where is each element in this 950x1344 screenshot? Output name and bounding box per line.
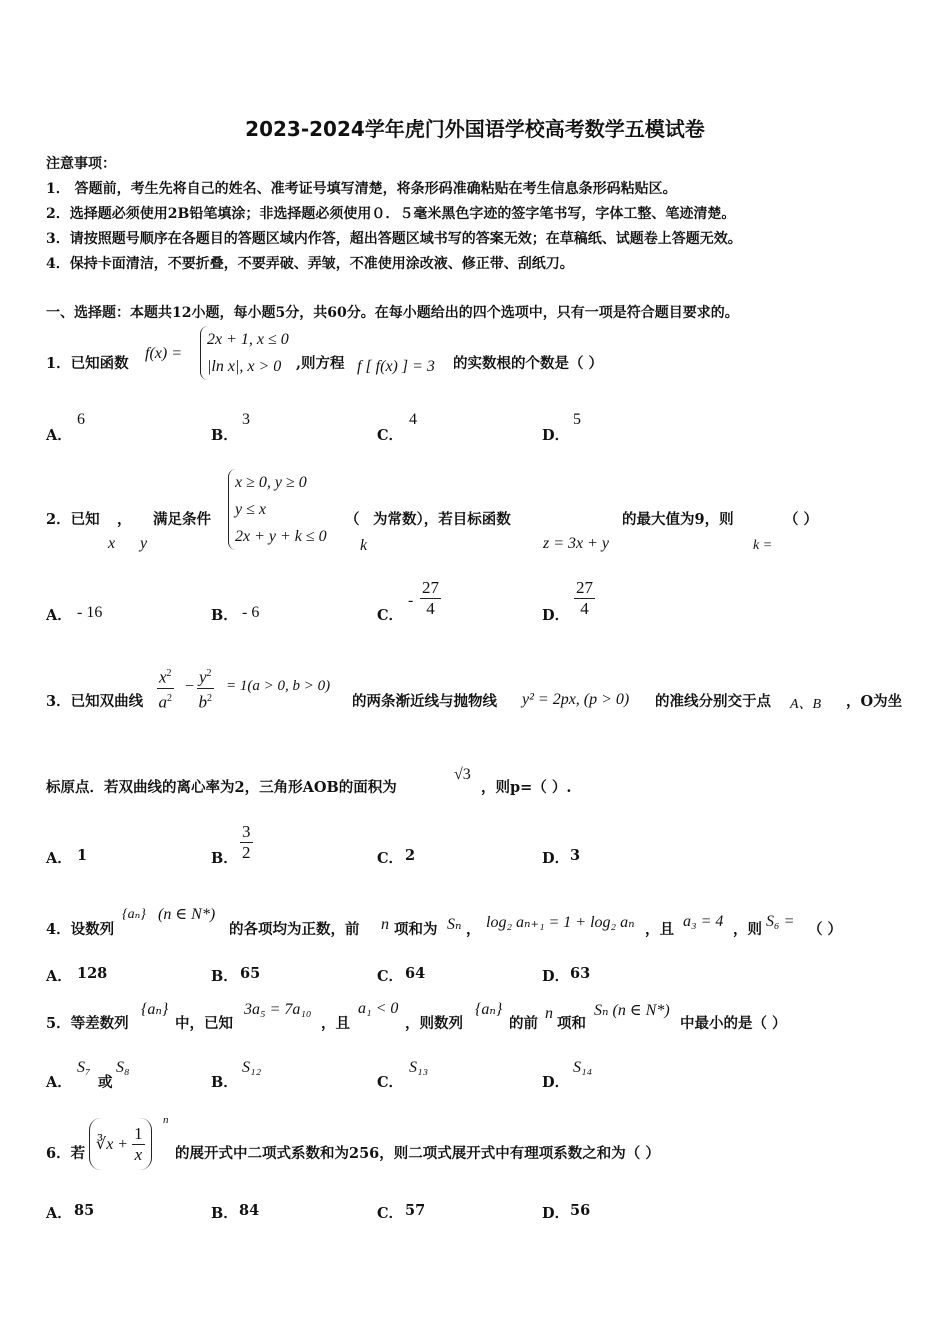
q5-option-a-label: A． [46,1074,72,1091]
section-heading: 一、选择题：本题共12小题，每小题5分，共60分。在每小题给出的四个选项中，只有一项是符合题目要求的。 [46,305,739,321]
q1-option-a-label: A． [46,427,72,444]
q4-option-d: 63 [570,965,591,982]
q3-points: A、B [790,697,822,712]
q5-condition: 3a₅ = 7a₁₀ [244,1001,312,1018]
q2-row-2: y ≤ x [235,501,266,518]
q4-mid4: ，则 [733,921,762,938]
q6-option-d-label: D． [542,1205,570,1222]
q2-option-a: - 16 [77,604,103,621]
q2-option-c-label: C． [377,607,404,624]
q1-option-b: 3 [242,411,250,428]
q1-stem: 1．已知函数 [46,355,129,372]
q6-power: n [163,1114,169,1126]
q6-binomial [89,1118,152,1170]
q3-line2-tail: ，则p=（ ）. [481,779,572,796]
q2-var-x: x [108,535,116,552]
q1-piecewise [200,326,289,380]
q4-option-b: 65 [240,965,261,982]
q3-option-b-num: 3 [242,822,251,841]
q3-option-b-den: 2 [242,843,251,862]
q6-root: ∛x + [96,1136,129,1153]
q5-mid5: 项和 [557,1015,586,1032]
q1-option-d-label: D． [542,427,570,444]
q5-sn: Sₙ (n ∈ N*) [594,1002,670,1019]
q1-option-d: 5 [573,411,581,428]
q1-fx: f(x) = [145,345,182,362]
page-title: 2023-2024学年虎门外国语学校高考数学五模试卷 [245,117,705,141]
q2-option-d-label: D． [542,607,570,624]
q4-mid3: ，且 [645,921,674,938]
q1-option-c: 4 [409,411,417,428]
q2-var-y: y [140,535,148,552]
q3-b: b [198,692,208,712]
q2-mid: 为常数），若目标函数 [373,511,511,528]
q4-option-c: 64 [405,965,426,982]
q1-tail: 的实数根的个数是（ ） [453,355,604,372]
q1-option-c-label: C． [377,427,404,444]
q2-option-d-den: 4 [580,599,589,618]
q4-option-c-label: C． [377,968,404,985]
q6-option-b-label: B． [211,1205,238,1222]
q3-eq: = 1(a > 0, b > 0) [226,678,331,694]
q2-option-d-num: 27 [576,578,593,597]
q4-sequence: {aₙ} [122,907,146,922]
q3-x: x [159,667,167,687]
q2-objective: z = 3x + y [543,535,610,552]
q1-equation: f [ f(x) ] = 3 [357,358,435,375]
q6-option-d: 56 [570,1202,591,1219]
q3-option-b-label: B． [211,850,238,867]
q5-n: n [545,1005,553,1022]
q2-constraints [228,469,327,550]
q2-option-b: - 6 [242,604,260,621]
q2-option-c [420,578,441,619]
q1-option-b-label: B． [211,427,238,444]
q4-mid: 的各项均为正数，前 [229,921,360,938]
q2-option-c-sign: - [408,592,414,609]
q5-option-c-label: C． [377,1074,404,1091]
q5-a1: a₁ < 0 [358,1000,399,1017]
q2-paren: （ [345,511,360,528]
q3-option-d-label: D． [542,850,570,867]
q3-minus: − [185,678,195,695]
notice-item-4: 4．保持卡面清洁，不要折叠，不要弄破、弄皱，不准使用涂改液、修正带、刮纸刀。 [46,256,574,272]
q2-option-c-num: 27 [422,578,439,597]
q3-parabola: y² = 2px, (p > 0) [522,691,630,708]
q3-sqrt3: √3 [454,766,471,783]
q3-option-a-label: A． [46,850,72,867]
q4-sn: Sₙ [447,916,462,933]
q5-option-b-label: B． [211,1074,238,1091]
q5-sequence-2: {aₙ} [475,1001,503,1018]
q3-a: a [158,692,168,712]
q2-option-a-label: A． [46,607,72,624]
q2-option-b-label: B． [211,607,238,624]
q2-blank: （ ） [784,511,819,528]
q3-option-c-label: C． [377,850,404,867]
notice-item-2: 2．选择题必须使用2B铅笔填涂；非选择题必须使用０．５毫米黑色字迹的签字笔书写，字体工整、笔迹清楚。 [46,206,736,222]
q2-tail: 的最大值为9，则 [622,511,734,528]
q3-option-d: 3 [570,847,581,864]
q6-frac-num: 1 [134,1123,143,1143]
q3-option-c: 2 [405,847,416,864]
q4-n: n [381,916,389,933]
q4-mid2: 项和为 [394,921,438,938]
q3-option-a: 1 [77,847,88,864]
q5-option-d: S₁₄ [573,1059,593,1076]
q5-option-d-label: D． [542,1074,570,1091]
q1-case-1: 2x + 1, x ≤ 0 [207,331,289,348]
q2-k-equals: k = [753,538,773,553]
q4-log-relation: log₂ aₙ₊₁ = 1 + log₂ aₙ [486,914,635,931]
q2-stem: 2．已知 [46,511,100,528]
q3-mid2: 的准线分别交于点 [655,693,771,710]
q4-option-a-label: A． [46,968,72,985]
q6-stem: 6．若 [46,1145,86,1162]
q5-mid4: 的前 [509,1015,538,1032]
q6-option-c: 57 [405,1202,426,1219]
notice-heading: 注意事项： [46,156,116,172]
q2-cond: 满足条件 [153,511,211,528]
notice-item-1: 1． 答题前，考生先将自己的姓名、准考证号填写清楚，将条形码准确粘贴在考生信息条形码粘贴区。 [46,181,677,197]
q5-mid3: ，则数列 [405,1015,463,1032]
q4-comma: ， [466,921,481,938]
q5-option-a-2: S₈ [116,1059,130,1076]
q4-tail: （ ） [808,921,843,938]
q5-mid2: ，且 [321,1015,350,1032]
q4-a3: a₃ = 4 [683,913,724,930]
q2-row-3: 2x + y + k ≤ 0 [235,528,327,545]
q4-option-d-label: D． [542,968,570,985]
q6-option-c-label: C． [377,1205,404,1222]
q4-domain: (n ∈ N*) [158,906,216,923]
q4-s6: S₆ = [766,913,795,930]
q3-y: y [199,667,207,687]
notice-item-3: 3．请按照题号顺序在各题目的答题区域内作答，超出答题区域书写的答案无效；在草稿纸、试题卷上答题无效。 [46,231,742,247]
q6-frac-den: x [134,1144,143,1164]
q4-option-a: 128 [77,965,108,982]
q6-option-a-label: A． [46,1205,72,1222]
q6-option-a: 85 [74,1202,95,1219]
q5-option-b: S₁₂ [242,1059,262,1076]
q2-option-c-den: 4 [426,599,435,618]
q3-mid: 的两条渐近线与抛物线 [352,693,497,710]
q2-row-1: x ≥ 0, y ≥ 0 [235,474,307,491]
q3-option-b [240,822,253,863]
q3-tail: ，O为坐 [846,693,903,710]
q4-stem: 4．设数列 [46,921,115,938]
q5-tail: 中最小的是（ ） [680,1015,787,1032]
q2-comma: ， [117,511,132,528]
q5-option-a: S₇ [77,1059,91,1076]
q3-stem: 3．已知双曲线 [46,693,144,710]
q3-frac-x: $\frac{x^2}{a^2}$ [157,664,174,712]
q2-option-d [574,578,595,619]
q5-option-a-or: 或 [98,1074,113,1091]
q1-option-a: 6 [77,411,85,428]
q5-mid: 中，已知 [175,1015,233,1032]
q6-option-b: 84 [239,1202,260,1219]
q5-sequence: {aₙ} [141,1001,169,1018]
q1-mid: ,则方程 [296,355,345,372]
q4-option-b-label: B． [211,968,238,985]
q5-option-c: S₁₃ [409,1059,429,1076]
q2-k: k [360,537,368,554]
q5-stem: 5．等差数列 [46,1015,129,1032]
q3-frac-y: $\frac{y^2}{b^2}$ [197,664,214,712]
q3-line2: 标原点．若双曲线的离心率为2，三角形AOB的面积为 [46,779,397,796]
q6-tail: 的展开式中二项式系数和为256，则二项式展开式中有理项系数之和为（ ） [175,1145,660,1162]
q1-case-2: |ln x|, x > 0 [207,358,282,375]
